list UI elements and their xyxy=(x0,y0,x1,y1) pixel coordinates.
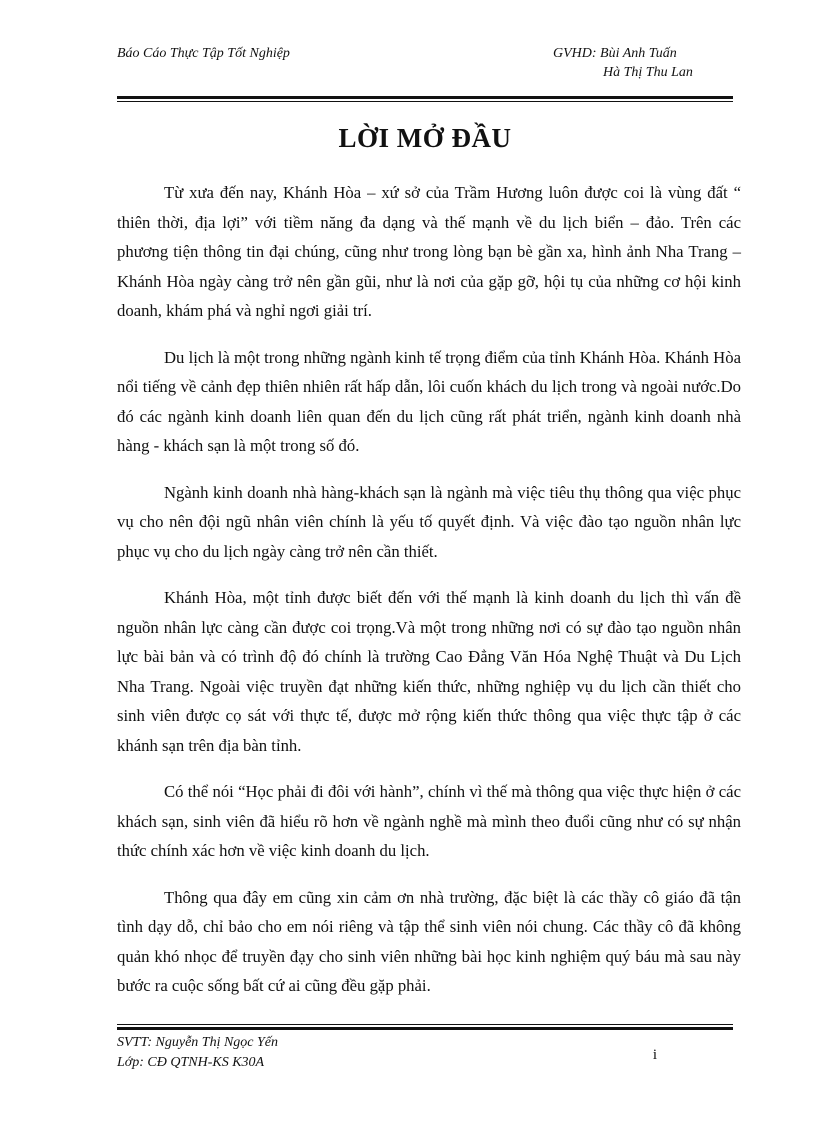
page-footer xyxy=(117,1035,733,1075)
page-header xyxy=(117,46,733,96)
student-name: SVTT: Nguyễn Thị Ngọc Yến xyxy=(117,1035,279,1050)
paragraph-1: Từ xưa đến nay, Khánh Hòa – xứ sở của Trầm Hương luôn được coi là vùng đất “ thiên thời, địa lợi” với tiềm năng đa dạng và thế mạnh về du lịch biển – đảo. Trên các phương tiện thông tin đại chúng, cũng như trong lòng bạn bè gần xa, hình ảnh Nha Trang – Khánh Hòa ngày càng trở nên gần gũi, như là nơi của gặp gỡ, hội tụ của những cơ hội kinh doanh, khám phá và nghỉ ngơi giải trí. xyxy=(117,183,741,320)
report-title-header: Báo Cáo Thực Tập Tốt Nghiệp xyxy=(117,46,290,61)
footer-divider xyxy=(117,1024,733,1030)
advisor-line-2: Hà Thị Thu Lan xyxy=(603,65,693,80)
paragraph-3: Ngành kinh doanh nhà hàng-khách sạn là ngành mà việc tiêu thụ thông qua việc phục vụ cho nên đội ngũ nhân viên chính là yếu tố quyết định. Và việc đào tạo nguồn nhân lực phục vụ cho du lịch ngày càng trở nên cần thiết. xyxy=(117,482,741,561)
class-name: Lớp: CĐ QTNH-KS K30A xyxy=(117,1055,265,1070)
page-number: i xyxy=(652,1047,657,1063)
header-divider xyxy=(117,96,733,102)
paragraph-4: Khánh Hòa, một tỉnh được biết đến với thế mạnh là kinh doanh du lịch thì vấn đề nguồn nhân lực càng cần được coi trọng.Và một trong những nơi có sự đào tạo nguồn nhân lực bài bản và có trình độ đó chính là trường Cao Đẳng Văn Hóa Nghệ Thuật và Du Lịch Nha Trang. Ngoài việc truyền đạt những kiến thức, những nghiệp vụ du lịch cần thiết cho sinh viên được cọ sát với thực tế, được mở rộng kiến thức thông qua việc thực tập ở các khánh sạn trên địa bàn tỉnh. xyxy=(117,588,741,755)
advisor-line-1: GVHD: Bùi Anh Tuấn xyxy=(553,46,677,61)
paragraph-6: Thông qua đây em cũng xin cảm ơn nhà trường, đặc biệt là các thầy cô giáo đã tận tình dạy dỗ, chỉ bảo cho em nói riêng và tập thể sinh viên nói chung. Các thầy cô đã không quản khó nhọc để truyền đạy cho sinh viên những bài học kinh nghiệm quý báu mà sau này bước ra cuộc sống bất cứ ai cũng đều gặp phải. xyxy=(117,887,741,995)
paragraph-2: Du lịch là một trong những ngành kinh tế trọng điểm của tỉnh Khánh Hòa. Khánh Hòa nổi tiếng về cảnh đẹp thiên nhiên rất hấp dẫn, lôi cuốn khách du lịch trong và ngoài nước.Do đó các ngành kinh doanh liên quan đến du lịch cũng rất phát triển, ngành kinh doanh nhà hàng - khách sạn là một trong số đó. xyxy=(117,347,741,455)
advisor-block xyxy=(553,46,733,81)
paragraph-5: Có thể nói “Học phải đi đôi với hành”, chính vì thế mà thông qua việc thực hiện ở các khách sạn, sinh viên đã hiểu rõ hơn về ngành nghề mà mình theo đuổi cũng như có sự nhận thức chính xác hơn về việc kinh doanh du lịch. xyxy=(117,782,741,860)
document-body xyxy=(117,178,741,1018)
page-title: LỜI MỞ ĐẦU xyxy=(338,123,512,153)
